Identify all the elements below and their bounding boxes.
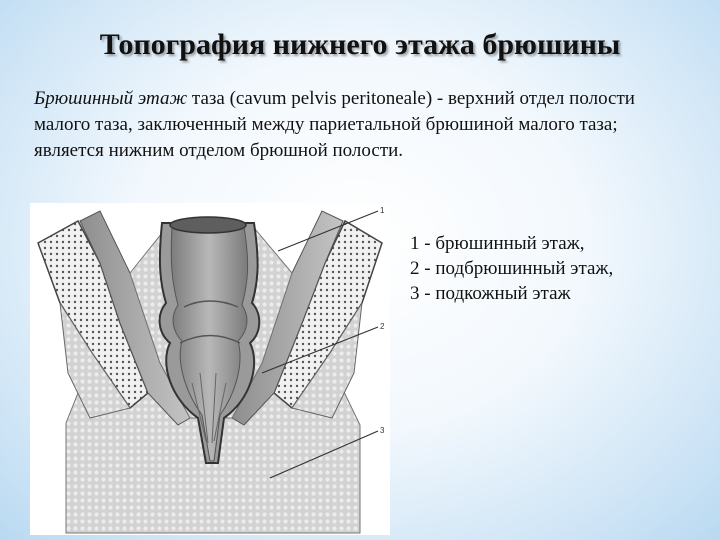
legend-item: 3 - подкожный этаж (410, 283, 571, 304)
callout-label-2: 2 (380, 322, 385, 331)
definition-text: таза (cavum pelvis peritoneale) - верхний отдел полости малого таза, заключенный между париетальной брюшиной малого таза; является нижним отделом брюшной полости. (34, 88, 635, 161)
definition-term: Брюшинный этаж (34, 88, 188, 109)
legend-list (410, 231, 613, 306)
slide-title: Топография нижнего этажа брюшины (99, 28, 621, 61)
rectum-opening (170, 217, 246, 233)
legend-item: 2 - подбрюшинный этаж, (410, 258, 614, 279)
pelvis-section-illustration (30, 203, 390, 535)
definition-paragraph (34, 86, 684, 164)
legend-item: 1 - брюшинный этаж, (410, 233, 585, 254)
callout-label-3: 3 (380, 426, 385, 435)
callout-label-1: 1 (380, 206, 385, 215)
pelvis-section-drawing (30, 203, 390, 535)
